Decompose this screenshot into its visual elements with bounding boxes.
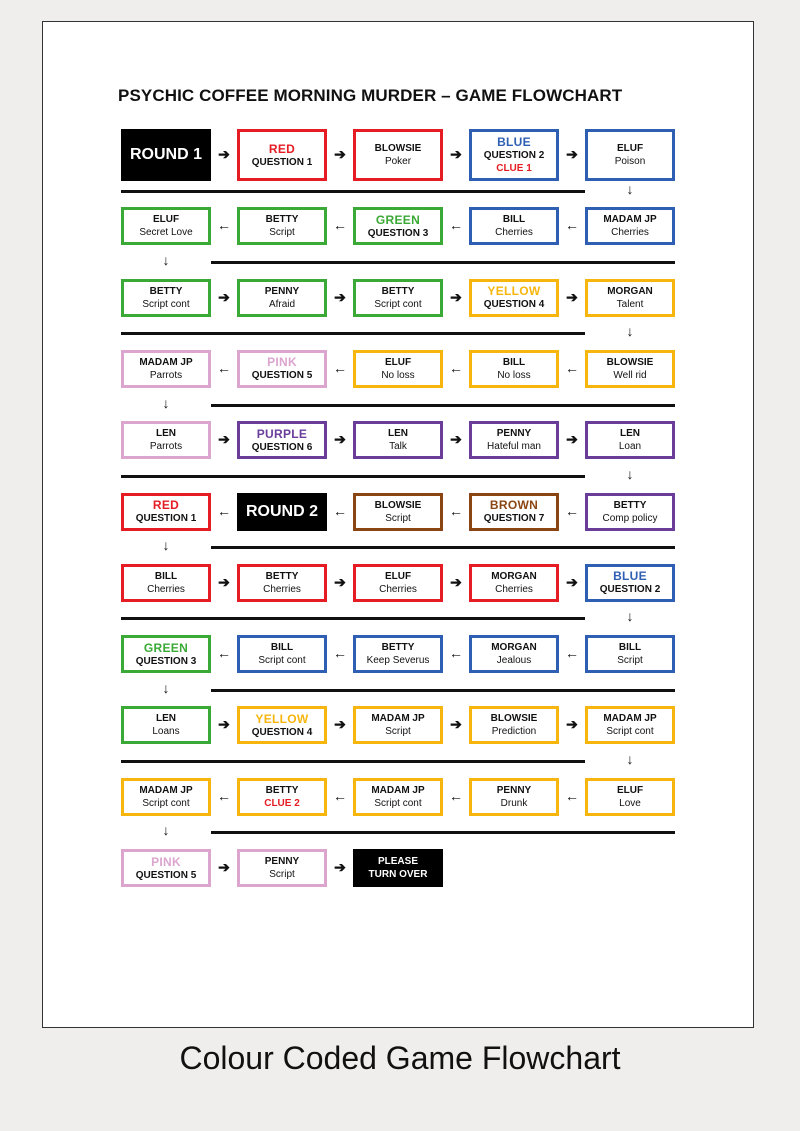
character-name: MADAM JP <box>139 784 193 796</box>
character-name: MORGAN <box>491 570 537 582</box>
question-colour: PINK <box>267 355 297 370</box>
arrow-right-icon: ➔ <box>450 716 462 733</box>
character-name: ELUF <box>616 784 644 796</box>
arrow-right-icon: ➔ <box>566 288 578 305</box>
flow-node <box>585 493 675 531</box>
flow-node <box>353 350 443 388</box>
arrow-left-icon: ← <box>565 787 579 804</box>
flow-node <box>469 635 559 673</box>
flow-node <box>353 778 443 816</box>
flow-node <box>585 279 675 317</box>
script-note: Script <box>269 869 295 880</box>
character-name: MADAM JP <box>603 214 657 226</box>
character-name: ELUF <box>384 570 412 582</box>
row-separator-line <box>121 190 585 193</box>
flow-node <box>237 493 327 531</box>
character-name: MADAM JP <box>139 356 193 368</box>
flow-node <box>353 421 443 459</box>
question-colour: PINK <box>151 854 181 869</box>
arrow-right-icon: ➔ <box>450 288 462 305</box>
flow-node <box>237 129 327 181</box>
script-note: Jealous <box>496 655 532 667</box>
question-colour: RED <box>152 498 180 512</box>
script-note: Cherries <box>147 583 185 595</box>
flow-node <box>121 207 211 245</box>
character-name: BLOWSIE <box>490 713 538 725</box>
script-note: Script cont <box>142 298 190 310</box>
script-note: Cherries <box>495 583 533 595</box>
arrow-down-icon: ↓ <box>162 394 170 411</box>
clue-label: CLUE 1 <box>496 163 532 174</box>
arrow-down-icon: ↓ <box>162 251 170 268</box>
character-name: LEN <box>620 428 640 440</box>
flow-node <box>237 350 327 388</box>
arrow-down-icon: ↓ <box>162 822 170 839</box>
flow-node <box>237 564 327 602</box>
character-name: PENNY <box>264 285 300 297</box>
page-caption: Colour Coded Game Flowchart <box>179 1040 621 1076</box>
turn-over-line2: TURN OVER <box>368 869 428 880</box>
flow-node <box>353 279 443 317</box>
script-note: Secret Love <box>139 227 193 239</box>
script-note: Script cont <box>606 726 654 738</box>
arrow-left-icon: ← <box>217 217 231 234</box>
flow-node <box>585 706 675 744</box>
flow-node <box>585 350 675 388</box>
arrow-left-icon: ← <box>449 502 463 519</box>
flow-node <box>121 493 211 531</box>
question-number: QUESTION 5 <box>251 370 313 382</box>
script-note: Cherries <box>263 583 301 595</box>
flow-node <box>353 706 443 744</box>
flow-node <box>585 635 675 673</box>
script-note: Hateful man <box>487 441 541 453</box>
question-number: QUESTION 5 <box>135 869 197 881</box>
question-number: QUESTION 2 <box>599 584 661 596</box>
flow-node <box>585 129 675 181</box>
script-note: Drunk <box>500 797 528 809</box>
question-colour: YELLOW <box>487 284 541 299</box>
row-separator-line <box>121 475 585 478</box>
flow-node <box>353 635 443 673</box>
character-name: ELUF <box>152 214 180 226</box>
round-label: ROUND 2 <box>245 502 318 520</box>
script-note: Loan <box>618 441 642 453</box>
question-number: QUESTION 3 <box>367 227 429 239</box>
arrow-left-icon: ← <box>217 502 231 519</box>
character-name: PENNY <box>496 784 532 796</box>
character-name: MORGAN <box>491 642 537 654</box>
flow-node <box>121 706 211 744</box>
arrow-right-icon: ➔ <box>334 146 346 162</box>
character-name: MADAM JP <box>603 713 657 725</box>
script-note: Talent <box>616 298 644 310</box>
turn-over-line1: PLEASE <box>377 856 418 867</box>
script-note: Parrots <box>149 369 183 381</box>
flow-node <box>237 207 327 245</box>
arrow-right-icon: ➔ <box>334 288 346 305</box>
question-colour: PURPLE <box>256 426 308 441</box>
script-note: Script <box>269 227 295 239</box>
flow-node <box>121 635 211 673</box>
row-separator-line <box>121 332 585 335</box>
arrow-left-icon: ← <box>565 502 579 519</box>
script-note: Love <box>619 797 641 809</box>
question-number: QUESTION 4 <box>483 299 545 311</box>
row-separator-line <box>121 760 585 763</box>
arrow-right-icon: ➔ <box>566 431 578 448</box>
flow-node <box>121 421 211 459</box>
arrow-right-icon: ➔ <box>218 146 230 162</box>
character-name: PENNY <box>496 428 532 440</box>
arrow-left-icon: ← <box>449 359 463 376</box>
flow-node <box>237 635 327 673</box>
flow-node <box>121 849 211 887</box>
arrow-right-icon: ➔ <box>450 146 462 162</box>
row-separator-line <box>211 261 675 264</box>
script-note: Afraid <box>268 298 296 310</box>
question-colour: GREEN <box>375 212 421 227</box>
script-note: Poker <box>384 156 412 167</box>
character-name: BETTY <box>265 784 299 796</box>
script-note: Prediction <box>491 726 537 738</box>
question-number: QUESTION 1 <box>251 156 313 168</box>
flow-node <box>585 564 675 602</box>
flow-node <box>237 849 327 887</box>
arrow-left-icon: ← <box>449 645 463 662</box>
script-note: Script cont <box>142 797 190 809</box>
arrow-right-icon: ➔ <box>334 431 346 448</box>
character-name: LEN <box>156 713 176 725</box>
script-note: Script cont <box>374 797 422 809</box>
character-name: BLOWSIE <box>606 356 654 368</box>
flow-node <box>121 279 211 317</box>
character-name: PENNY <box>264 856 300 867</box>
question-number: QUESTION 3 <box>135 655 197 667</box>
script-note: Poison <box>614 156 646 167</box>
question-colour: BLUE <box>613 569 647 584</box>
script-note: Script <box>385 512 411 524</box>
character-name: MADAM JP <box>371 713 425 725</box>
character-name: BILL <box>502 356 526 368</box>
character-name: BILL <box>154 570 178 582</box>
character-name: BILL <box>502 214 526 226</box>
question-number: QUESTION 1 <box>135 513 197 524</box>
question-colour: YELLOW <box>255 711 309 726</box>
arrow-left-icon: ← <box>333 217 347 234</box>
arrow-right-icon: ➔ <box>218 288 230 305</box>
arrow-right-icon: ➔ <box>566 146 578 162</box>
flow-node <box>121 564 211 602</box>
flow-node <box>469 706 559 744</box>
script-note: Parrots <box>149 441 183 453</box>
flow-node <box>353 564 443 602</box>
arrow-right-icon: ➔ <box>218 716 230 733</box>
arrow-down-icon: ↓ <box>626 465 634 482</box>
flow-node <box>237 279 327 317</box>
flow-node <box>469 778 559 816</box>
arrow-right-icon: ➔ <box>450 573 462 590</box>
flow-node <box>469 129 559 181</box>
script-note: Cherries <box>611 227 649 239</box>
character-name: LEN <box>388 428 408 440</box>
script-note: Cherries <box>379 583 417 595</box>
arrow-right-icon: ➔ <box>218 859 230 875</box>
question-colour: BROWN <box>489 498 539 512</box>
flow-node <box>469 207 559 245</box>
arrow-left-icon: ← <box>333 502 347 519</box>
character-name: BETTY <box>265 214 299 226</box>
flow-node <box>237 706 327 744</box>
character-name: BILL <box>270 642 294 654</box>
character-name: ELUF <box>616 143 644 154</box>
flowchart-title: PSYCHIC COFFEE MORNING MURDER – GAME FLOWCHART <box>118 86 623 105</box>
arrow-down-icon: ↓ <box>626 180 634 197</box>
arrow-left-icon: ← <box>565 359 579 376</box>
question-colour: RED <box>268 141 296 156</box>
arrow-right-icon: ➔ <box>334 573 346 590</box>
question-number: QUESTION 4 <box>251 726 313 738</box>
arrow-right-icon: ➔ <box>566 716 578 733</box>
script-note: Cherries <box>495 227 533 239</box>
flow-node <box>585 207 675 245</box>
arrow-left-icon: ← <box>449 217 463 234</box>
arrow-down-icon: ↓ <box>162 679 170 696</box>
script-note: No loss <box>497 369 531 381</box>
arrow-right-icon: ➔ <box>566 573 578 590</box>
character-name: BILL <box>618 642 642 654</box>
arrow-down-icon: ↓ <box>626 608 634 625</box>
flow-node <box>353 207 443 245</box>
character-name: BETTY <box>613 499 647 511</box>
flow-node <box>469 564 559 602</box>
question-number: QUESTION 2 <box>483 150 545 161</box>
clue-label: CLUE 2 <box>264 797 300 809</box>
flow-node <box>353 493 443 531</box>
flow-node <box>469 421 559 459</box>
script-note: Script cont <box>374 298 422 310</box>
arrow-left-icon: ← <box>217 359 231 376</box>
question-colour: BLUE <box>497 135 531 149</box>
arrow-left-icon: ← <box>333 787 347 804</box>
character-name: BETTY <box>381 285 415 297</box>
script-note: No loss <box>381 369 415 381</box>
flow-node <box>237 778 327 816</box>
flow-node <box>585 778 675 816</box>
script-note: Script <box>385 726 411 738</box>
flow-node <box>121 350 211 388</box>
arrow-left-icon: ← <box>565 645 579 662</box>
character-name: BETTY <box>149 285 183 297</box>
flow-node <box>237 421 327 459</box>
character-name: MORGAN <box>607 285 653 297</box>
character-name: LEN <box>156 428 176 440</box>
arrow-right-icon: ➔ <box>334 859 346 875</box>
question-colour: GREEN <box>143 640 189 655</box>
script-note: Talk <box>389 441 407 453</box>
row-separator-line <box>121 617 585 620</box>
row-separator-line <box>211 831 675 834</box>
arrow-left-icon: ← <box>217 645 231 662</box>
script-note: Loans <box>152 726 180 738</box>
script-note: Comp policy <box>602 512 658 524</box>
row-separator-line <box>211 404 675 407</box>
arrow-left-icon: ← <box>333 645 347 662</box>
arrow-down-icon: ↓ <box>162 537 170 554</box>
flow-node <box>121 129 211 181</box>
arrow-left-icon: ← <box>333 359 347 376</box>
arrow-left-icon: ← <box>217 787 231 804</box>
question-number: QUESTION 6 <box>251 441 313 453</box>
flow-node <box>469 350 559 388</box>
arrow-right-icon: ➔ <box>218 573 230 590</box>
character-name: BLOWSIE <box>374 499 422 511</box>
character-name: BETTY <box>381 642 415 654</box>
script-note: Keep Severus <box>366 655 430 667</box>
arrow-left-icon: ← <box>449 787 463 804</box>
row-separator-line <box>211 689 675 692</box>
flow-node <box>121 778 211 816</box>
flow-node <box>353 129 443 181</box>
arrow-right-icon: ➔ <box>334 716 346 733</box>
script-note: Well rid <box>613 369 647 381</box>
character-name: BLOWSIE <box>374 143 422 154</box>
round-label: ROUND 1 <box>129 146 202 163</box>
flow-node <box>585 421 675 459</box>
script-note: Script <box>617 655 643 667</box>
arrow-right-icon: ➔ <box>218 431 230 448</box>
arrow-left-icon: ← <box>565 217 579 234</box>
character-name: MADAM JP <box>371 784 425 796</box>
arrow-right-icon: ➔ <box>450 431 462 448</box>
question-number: QUESTION 7 <box>483 513 545 524</box>
flow-node <box>469 493 559 531</box>
arrow-down-icon: ↓ <box>626 323 634 340</box>
script-note: Script cont <box>258 655 306 667</box>
character-name: BETTY <box>265 570 299 582</box>
flow-node <box>469 279 559 317</box>
flow-node <box>353 849 443 887</box>
character-name: ELUF <box>384 356 412 368</box>
row-separator-line <box>211 546 675 549</box>
arrow-down-icon: ↓ <box>626 751 634 768</box>
